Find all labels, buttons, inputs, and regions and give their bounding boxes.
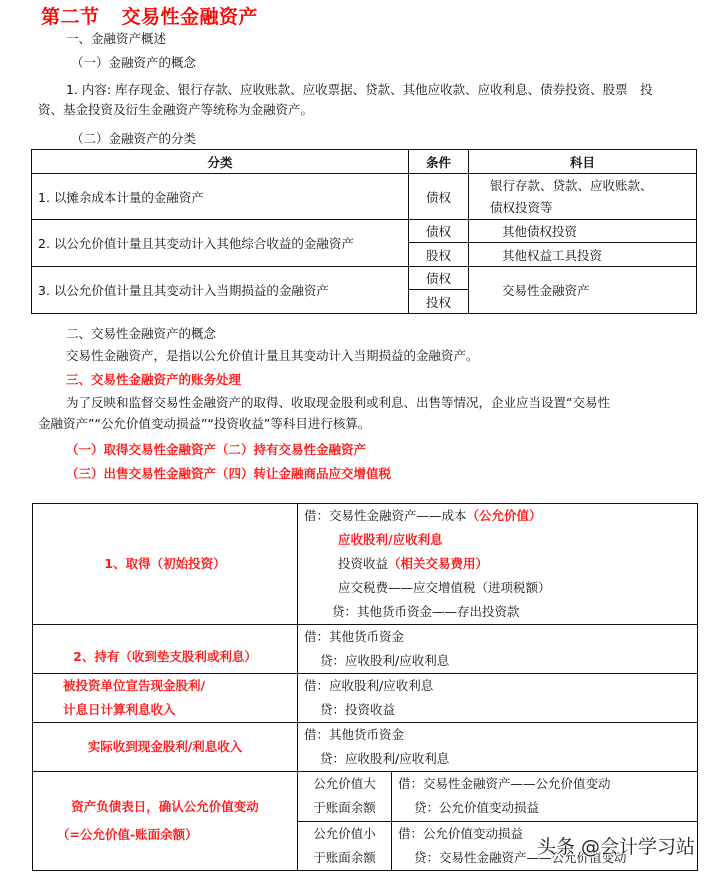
category-cell: 2. 以公允价值计量且其变动计入其他综合收益的金融资产	[32, 220, 409, 267]
label-line: 资产负债表日，确认公允价值变动	[71, 799, 259, 814]
header-account: 科目	[469, 150, 697, 174]
header-category: 分类	[32, 150, 409, 174]
condition-cell: 股权	[409, 243, 469, 267]
condition-cell: 债权	[409, 174, 469, 220]
entry-row-receive	[33, 723, 698, 772]
intro-line-2: 金融资产”“公允价值变动损益”“投资收益”等科目进行核算。	[38, 416, 371, 431]
case-greater	[298, 772, 697, 821]
debit-line: 应收股利/应收利息	[338, 532, 443, 547]
entry-label	[33, 674, 298, 723]
entry-cell	[298, 674, 698, 723]
watermark: 头条 @会计学习站	[536, 836, 695, 858]
debit-line: 借：交易性金融资产——成本（公允价值）	[304, 508, 542, 523]
credit-line: 贷：应收股利/应收利息	[320, 751, 450, 766]
label-line: （=公允价值-账面余额）	[57, 827, 198, 842]
credit-line: 贷：交易性金融资产——公允价值变动	[414, 849, 627, 865]
section-title	[41, 2, 258, 29]
condition-cell	[298, 772, 392, 821]
entry-cell	[298, 504, 698, 625]
section-number: 第二节	[41, 6, 100, 28]
journal-entries-table	[32, 503, 698, 871]
classification-table	[31, 149, 697, 314]
heading-part1: 一、金融资产概述	[66, 31, 167, 46]
account-cell	[469, 174, 697, 220]
condition-cell: 债权	[409, 267, 469, 290]
section-name: 交易性金融资产	[121, 6, 259, 28]
label-line: 被投资单位宣告现金股利/	[63, 678, 206, 693]
content-line-2: 资、基金投资及衍生金融资产等统称为金融资产。	[38, 102, 314, 117]
entry-cell	[392, 772, 698, 821]
subheading-concept: （一）金融资产的概念	[71, 55, 197, 70]
entry-row-hold	[33, 625, 698, 674]
debit-line: 借：其他货币资金	[304, 629, 405, 644]
account-line: 银行存款、贷款、应收账款、	[490, 177, 653, 193]
account-cell: 交易性金融资产	[469, 267, 697, 314]
table-row	[32, 174, 697, 220]
condition-cell: 投权	[409, 290, 469, 314]
entry-row-acquire	[33, 504, 698, 625]
subheading-classification: （二）金融资产的分类	[71, 131, 197, 146]
entry-cell	[298, 723, 698, 772]
entry-label: 2、持有（收到垫支股利或利息）	[33, 625, 298, 674]
intro-line-1: 为了反映和监督交易性金融资产的取得、收取现金股利或利息、出售等情况，企业应当设置“交易性	[66, 395, 610, 410]
condition-line: 公允价值小	[313, 825, 376, 841]
category-cell: 3. 以公允价值计量且其变动计入当期损益的金融资产	[32, 267, 409, 314]
table-row	[32, 220, 697, 243]
entry-row-declare	[33, 674, 698, 723]
debit-line: 借：其他货币资金	[304, 727, 405, 742]
condition-line: 公允价值大	[313, 776, 376, 792]
condition-line: 于账面余额	[313, 849, 376, 865]
category-cell: 1. 以摊余成本计量的金融资产	[32, 174, 409, 220]
heading-part3: 三、交易性金融资产的账务处理	[66, 372, 242, 387]
credit-line: 贷：应收股利/应收利息	[320, 653, 450, 668]
condition-line: 于账面余额	[313, 800, 376, 816]
definition-text: 交易性金融资产，是指以公允价值计量且其变动计入当期损益的金融资产。	[66, 348, 479, 363]
heading-part2: 二、交易性金融资产的概念	[66, 326, 217, 341]
entry-label: 1、取得（初始投资）	[33, 504, 298, 625]
debit-line: 投资收益（相关交易费用）	[338, 556, 489, 571]
table-row	[32, 267, 697, 290]
credit-line: 贷：其他货币资金——存出投资款	[332, 604, 520, 619]
entry-cell	[298, 625, 698, 674]
condition-cell: 债权	[409, 220, 469, 243]
debit-line: 借：交易性金融资产——公允价值变动	[398, 776, 611, 792]
header-condition: 条件	[409, 150, 469, 174]
table-header-row	[32, 150, 697, 174]
entry-label	[33, 772, 298, 871]
account-cell: 其他债权投资	[469, 220, 697, 243]
content-line-1: 1. 内容: 库存现金、银行存款、应收账款、应收票据、贷款、其他应收款、应收利息、债券投资、股票 投	[66, 82, 653, 97]
topics-line-1: （一）取得交易性金融资产（二）持有交易性金融资产	[66, 442, 367, 457]
condition-cell	[298, 821, 392, 870]
account-cell: 其他权益工具投资	[469, 243, 697, 267]
debit-line: 借：公允价值变动损益	[398, 825, 524, 841]
debit-line: 应交税费——应交增值税（进项税额）	[338, 580, 551, 595]
topics-line-2: （三）出售交易性金融资产（四）转让金融商品应交增值税	[66, 466, 392, 481]
debit-line: 借：应收股利/应收利息	[304, 678, 434, 693]
entry-label: 实际收到现金股利/利息收入	[33, 723, 298, 772]
label-line: 计息日计算利息收入	[63, 702, 176, 717]
credit-line: 贷：公允价值变动损益	[414, 800, 540, 816]
account-line: 债权投资等	[490, 199, 553, 215]
credit-line: 贷：投资收益	[320, 702, 396, 717]
